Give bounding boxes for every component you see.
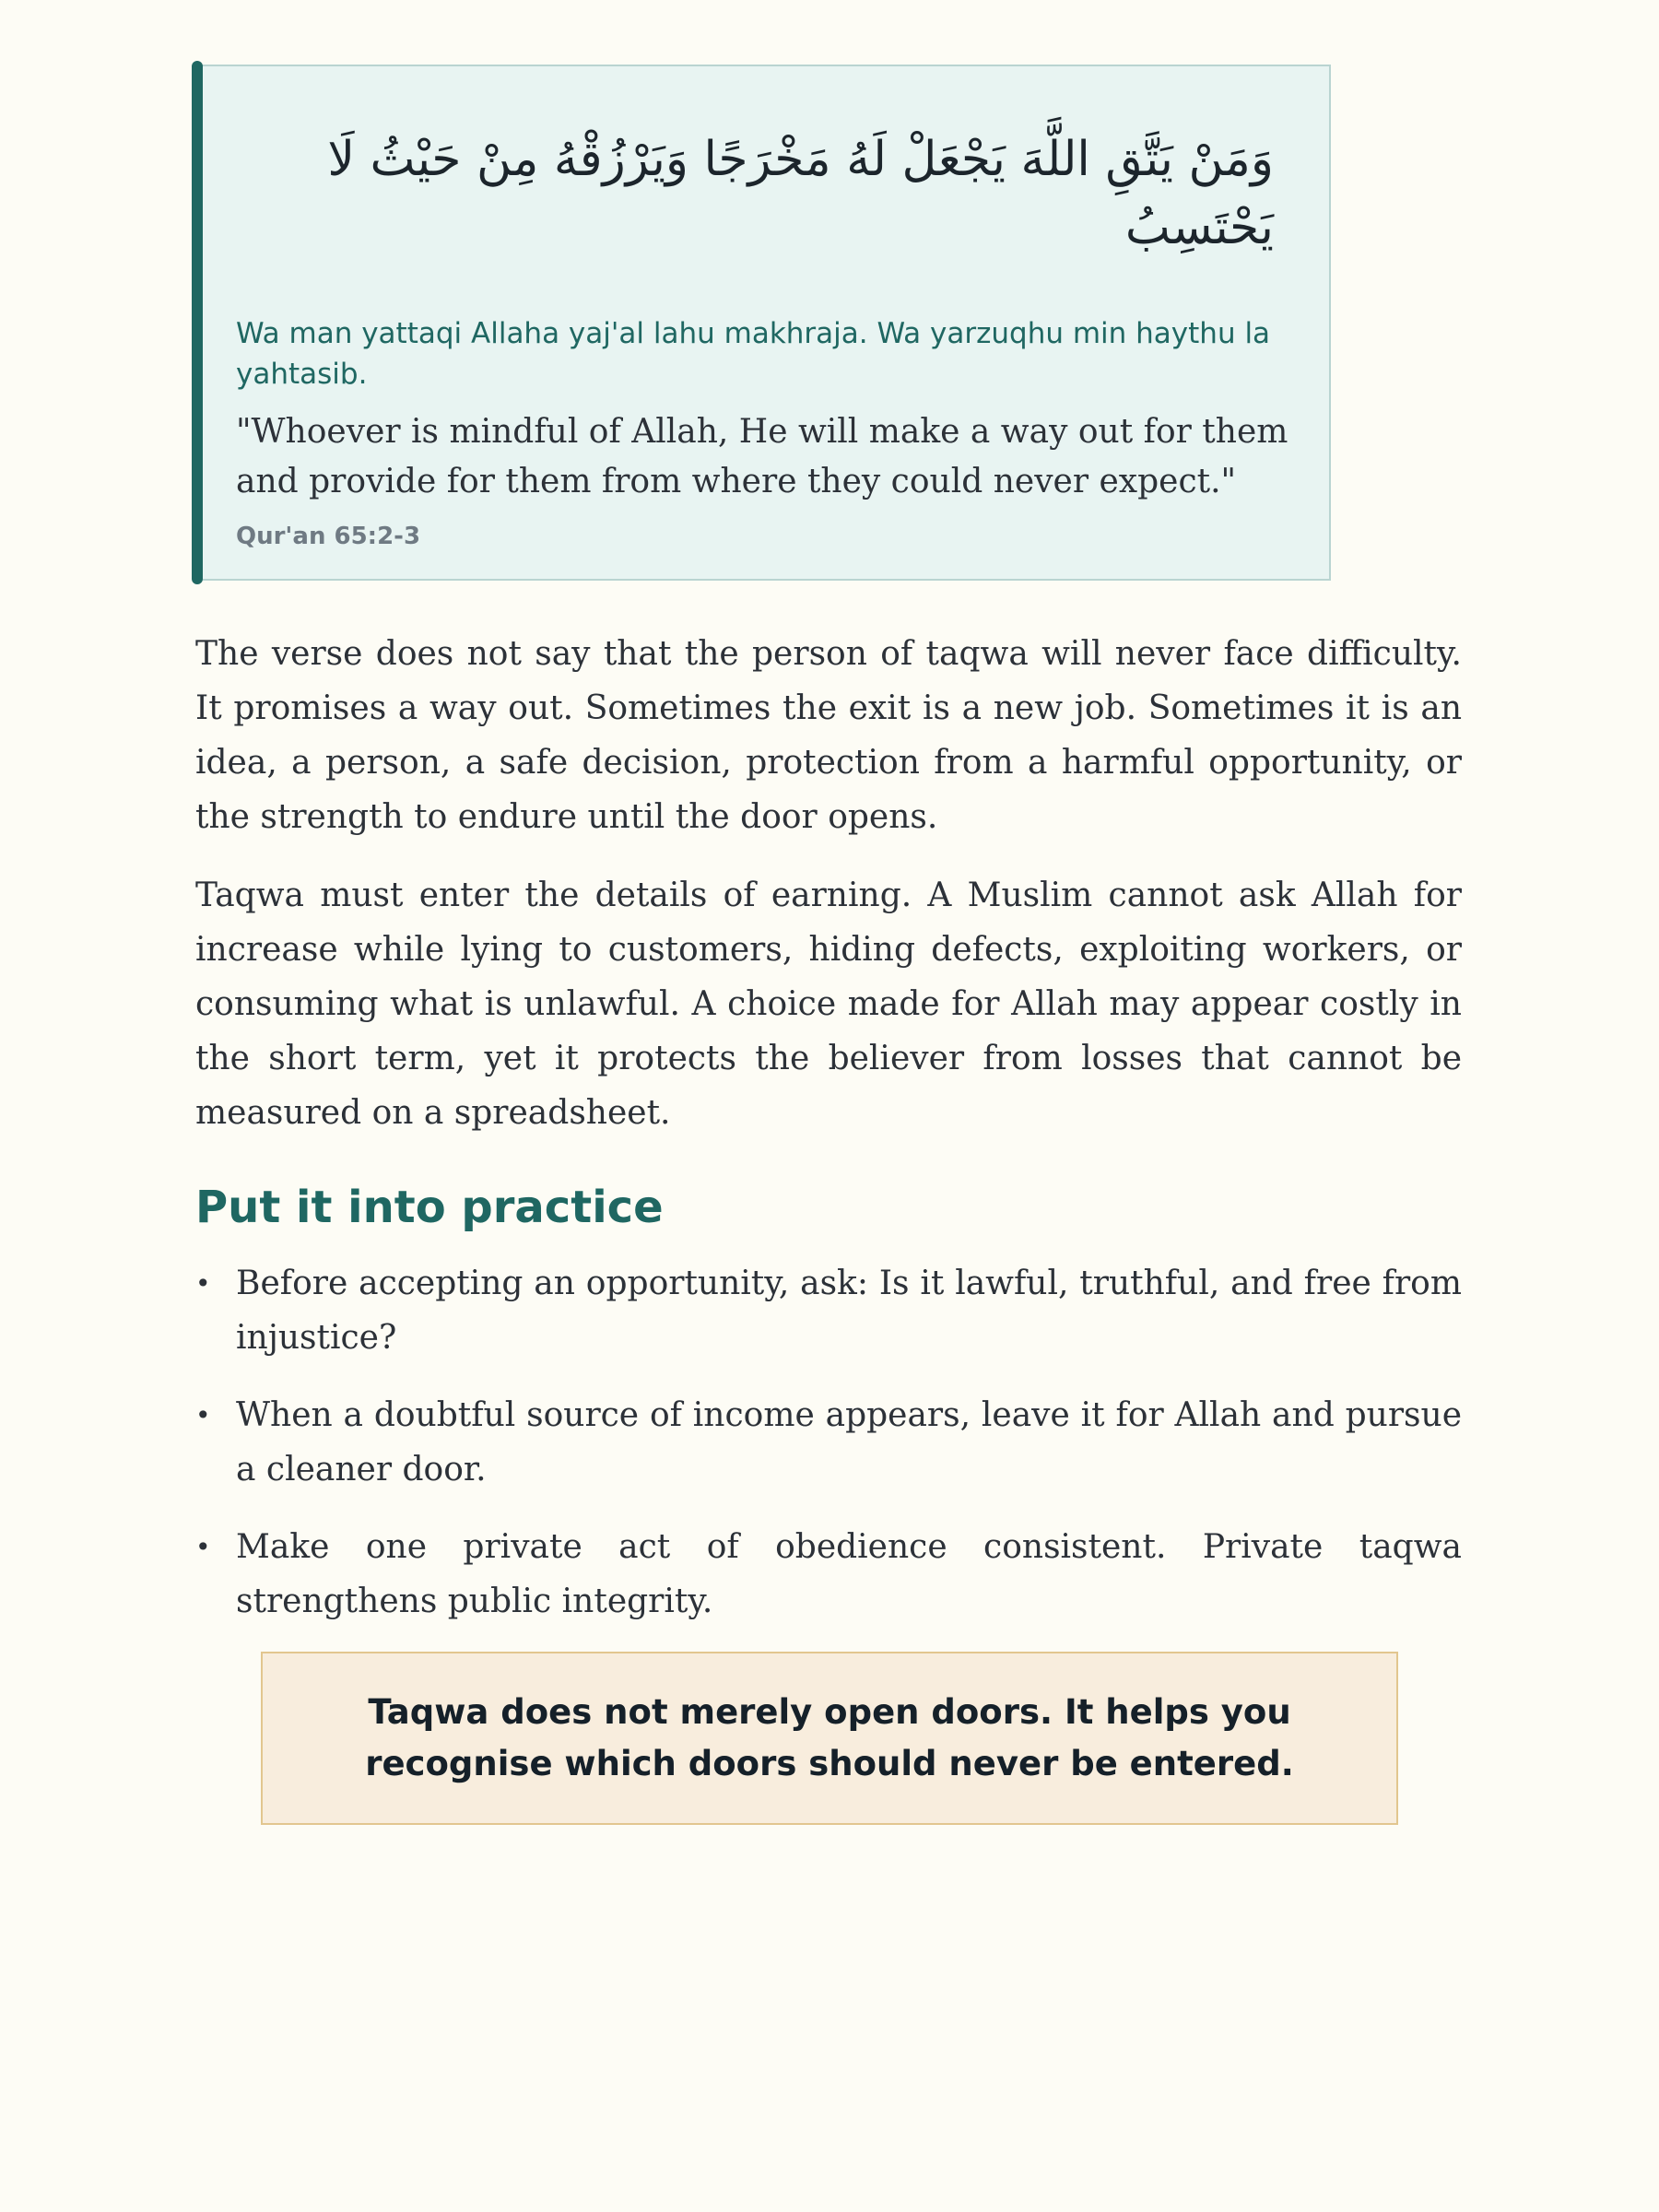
bullet-icon: • <box>195 1268 211 1299</box>
body-paragraph: The verse does not say that the person of taqwa will never face difficulty. It promises a way out. Sometimes the exit is a new job. Sometimes it is an idea, a person, a safe decision, protection from a harmful opportunity, or the strength to endure until the door opens. <box>195 635 1462 836</box>
list-item-text: Before accepting an opportunity, ask: Is it lawful, truthful, and free from injustice? <box>236 1265 1462 1357</box>
list-item <box>195 1388 1462 1497</box>
section-title: Put it into practice <box>195 1182 664 1233</box>
list-item <box>195 1256 1462 1365</box>
list-item-text: Make one private act of obedience consistent. Private taqwa strengthens public integrity. <box>236 1528 1462 1620</box>
bullet-icon: • <box>195 1400 211 1430</box>
verse-arabic: وَمَنْ يَتَّقِ اللَّهَ يَجْعَلْ لَهُ مَخْرَجًا وَيَرْزُقْهُ مِنْ حَيْثُ لَا يَحْتَسِبُ <box>327 132 1274 255</box>
callout-text: Taqwa does not merely open doors. It helps you recognise which doors should never be entered. <box>365 1692 1294 1783</box>
verse-transliteration: Wa man yattaqi Allaha yaj'al lahu makhraja. Wa yarzuqhu min haythu la yahtasib. <box>236 317 1271 391</box>
practice-list <box>195 1256 1462 1629</box>
body-paragraph: Taqwa must enter the details of earning. A Muslim cannot ask Allah for increase while lying to customers, hiding defects, exploiting workers, or consuming what is unlawful. A choice made for Allah may appear costly in the short term, yet it protects the believer from losses that cannot be measured on a spreadsheet. <box>195 877 1462 1132</box>
article-content <box>195 65 1462 1825</box>
list-item <box>195 1520 1462 1629</box>
verse-translation: "Whoever is mindful of Allah, He will make a way out for them and provide for them from where they could never expect." <box>236 413 1288 500</box>
list-item-text: When a doubtful source of income appears, leave it for Allah and pursue a cleaner door. <box>236 1396 1462 1488</box>
bullet-icon: • <box>195 1532 211 1562</box>
verse-reference: Qur'an 65:2-3 <box>236 523 421 550</box>
verse-box <box>195 65 1331 581</box>
callout-box <box>261 1652 1398 1825</box>
